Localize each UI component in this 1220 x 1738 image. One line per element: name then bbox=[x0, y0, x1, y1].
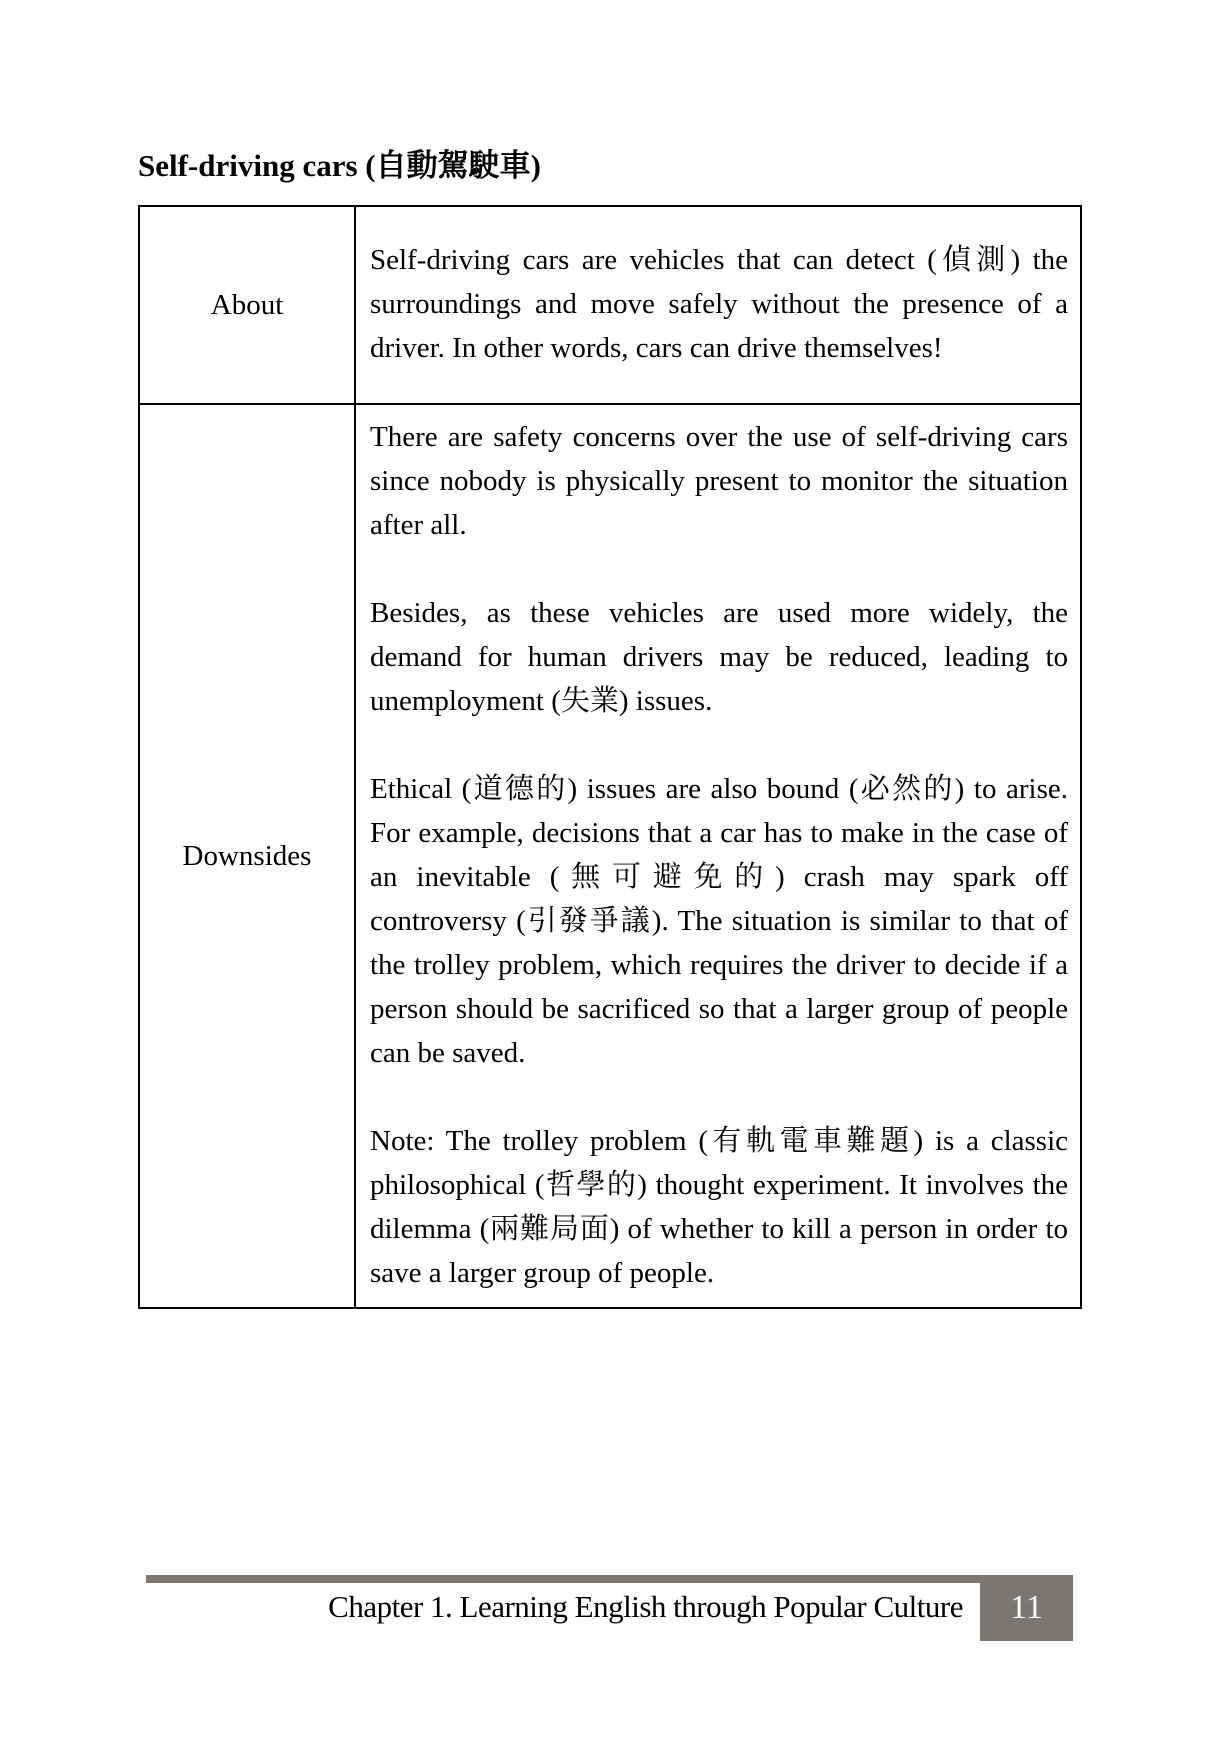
downsides-content-cell bbox=[355, 404, 1081, 1308]
info-table bbox=[138, 205, 1082, 1309]
table-row-about bbox=[139, 206, 1081, 404]
about-content-cell bbox=[355, 206, 1081, 404]
page-number: 11 bbox=[1010, 1589, 1043, 1626]
page-number-badge bbox=[980, 1575, 1073, 1641]
downsides-paragraph-note: Note: The trolley problem (有軌電車難題) is a classic philosophical (哲學的) thought experiment. It involves the dilemma (兩難局面) of whether to kill a person in order to save a larger group of people. bbox=[370, 1125, 1068, 1289]
about-paragraph: Self-driving cars are vehicles that can detect (偵測) the surroundings and move safely without the presence of a driver. In other words, cars can drive themselves! bbox=[370, 244, 1068, 364]
downsides-paragraph-unemployment: Besides, as these vehicles are used more widely, the demand for human drivers may be reduced, leading to unemployment (失業) issues. bbox=[370, 597, 1068, 717]
downsides-paragraph-ethical: Ethical (道德的) issues are also bound (必然的) to arise. For example, decisions that a car has to make in the case of an inevitable (無可避免的) crash may spark off controversy (引發爭議). The situation is similar to that of the trolley problem, which requires the driver to decide if a person should be sacrificed so that a larger group of people can be saved. bbox=[370, 773, 1068, 1069]
footer-chapter-title: Chapter 1. Learning English through Popular Culture bbox=[328, 1589, 963, 1624]
table-row-downsides bbox=[139, 404, 1081, 1308]
row-label-downsides: Downsides bbox=[139, 404, 355, 1308]
downsides-paragraph-safety: There are safety concerns over the use of self-driving cars since nobody is physically present to monitor the situation after all. bbox=[370, 421, 1068, 541]
page-title: Self-driving cars (自動駕駛車) bbox=[138, 148, 541, 183]
row-label-about: About bbox=[139, 206, 355, 404]
footer-divider-bar bbox=[146, 1575, 1073, 1583]
